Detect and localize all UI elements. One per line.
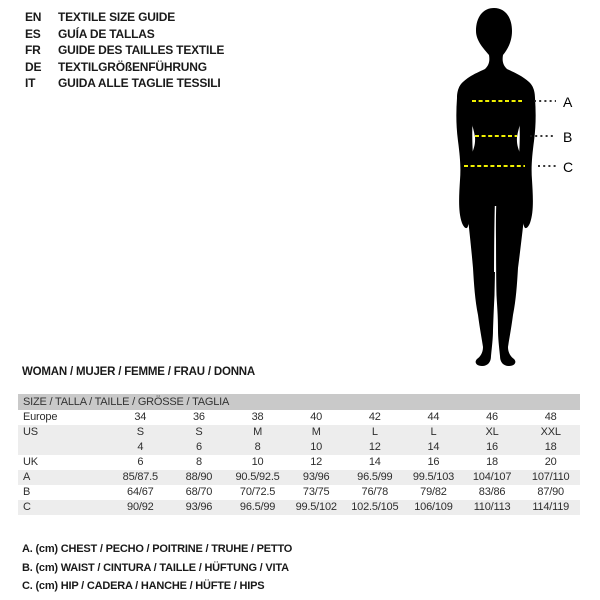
table-row-waist xyxy=(18,485,580,500)
table-cell: 20 xyxy=(544,456,557,468)
table-cell: XL xyxy=(485,426,499,438)
table-cell: M xyxy=(253,426,263,438)
table-cell: 10 xyxy=(310,441,323,453)
hip-label: C xyxy=(563,159,574,175)
table-cell: 106/109 xyxy=(414,501,453,513)
table-cell: 18 xyxy=(544,441,557,453)
measurement-legend xyxy=(22,540,292,596)
size-table-header: SIZE / TALLA / TAILLE / GRÖSSE / TAGLIA xyxy=(18,394,580,410)
table-cell: 96.5/99 xyxy=(357,471,393,483)
table-cell: 104/107 xyxy=(472,471,512,483)
table-cell: 83/86 xyxy=(478,486,506,498)
language-row xyxy=(25,26,224,43)
table-cell: 93/96 xyxy=(302,471,330,483)
table-cell: 93/96 xyxy=(185,501,213,513)
table-cell: 42 xyxy=(368,411,381,423)
table-cell: 64/67 xyxy=(127,486,154,498)
table-cell: 68/70 xyxy=(185,486,213,498)
waist-label: B xyxy=(563,129,573,145)
table-cell: 76/78 xyxy=(361,486,389,498)
table-cell: 90.5/92.5 xyxy=(235,471,280,483)
table-cell: 110/113 xyxy=(473,501,511,513)
language-title: GUÍA DE TALLAS xyxy=(58,26,155,41)
table-cell: XXL xyxy=(540,426,561,438)
legend-line-chest: A. (cm) CHEST / PECHO / POITRINE / TRUHE / PETTO xyxy=(22,543,293,555)
table-cell: 18 xyxy=(486,456,498,468)
table-cell: M xyxy=(311,426,321,438)
table-cell: L xyxy=(371,426,378,438)
size-table xyxy=(18,394,580,515)
row-label: US xyxy=(23,426,38,438)
table-cell: S xyxy=(136,426,144,438)
table-cell: 79/82 xyxy=(420,486,447,498)
language-row xyxy=(25,42,224,59)
table-row-chest xyxy=(18,470,580,485)
table-row-europe xyxy=(18,410,580,425)
language-code: DE xyxy=(25,59,42,74)
table-cell: 73/75 xyxy=(302,486,330,498)
language-code: IT xyxy=(25,76,36,90)
table-cell: 40 xyxy=(310,411,323,423)
language-row xyxy=(25,75,224,92)
table-cell: 12 xyxy=(310,456,323,468)
table-cell: 99.5/103 xyxy=(412,471,455,483)
language-row xyxy=(25,9,224,26)
language-code: EN xyxy=(25,10,42,24)
table-cell: 10 xyxy=(251,456,264,468)
table-cell: 99.5/102 xyxy=(295,501,337,513)
woman-silhouette-figure xyxy=(430,0,600,380)
table-cell: 44 xyxy=(427,411,440,423)
row-label: B xyxy=(23,486,31,498)
legend-line-hip: C. (cm) HIP / CADERA / HANCHE / HÜFTE / HIPS xyxy=(22,580,265,592)
table-cell: 16 xyxy=(486,441,498,453)
table-row-hip xyxy=(18,500,580,515)
language-title: TEXTILE SIZE GUIDE xyxy=(58,10,176,24)
table-cell: 14 xyxy=(368,456,381,468)
language-title: GUIDA ALLE TAGLIE TESSILI xyxy=(58,76,221,90)
language-code: FR xyxy=(25,43,41,57)
table-cell: 16 xyxy=(427,456,440,468)
language-title: TEXTILGRÖßENFÜHRUNG xyxy=(58,59,207,74)
row-label: UK xyxy=(23,456,38,468)
table-cell: 85/87.5 xyxy=(122,471,158,483)
table-cell: 70/72.5 xyxy=(239,486,276,498)
woman-silhouette-left-arm xyxy=(456,78,473,228)
table-cell: 48 xyxy=(544,411,557,423)
table-cell: 46 xyxy=(486,411,498,423)
table-cell: 4 xyxy=(137,441,144,453)
legend-line-waist: B. (cm) WAIST / CINTURA / TAILLE / HÜFTUNG / VITA xyxy=(22,561,289,574)
table-cell: 114/119 xyxy=(532,501,570,513)
table-cell: 38 xyxy=(251,411,264,423)
section-heading-woman: WOMAN / MUJER / FEMME / FRAU / DONNA xyxy=(22,366,256,378)
table-cell: 36 xyxy=(193,411,205,423)
table-cell: 8 xyxy=(195,456,202,468)
table-cell: 6 xyxy=(195,441,202,453)
table-cell: 14 xyxy=(427,441,440,453)
inner-leg-crease xyxy=(495,206,496,272)
table-cell: 107/110 xyxy=(531,471,570,483)
table-cell: 90/92 xyxy=(127,501,154,513)
table-row-uk xyxy=(18,455,580,470)
language-title: GUIDE DES TAILLES TEXTILE xyxy=(58,43,225,57)
table-row-us xyxy=(18,425,580,440)
row-label: C xyxy=(23,501,31,513)
table-cell: 102.5/105 xyxy=(351,501,399,513)
language-row xyxy=(25,59,224,76)
row-label xyxy=(18,440,111,455)
table-cell: 87/90 xyxy=(537,486,564,498)
table-cell: 88/90 xyxy=(185,471,213,483)
table-cell: 96.5/99 xyxy=(239,501,276,513)
table-row-us-numeric xyxy=(18,440,580,455)
measurement-diagram xyxy=(430,0,600,380)
table-cell: S xyxy=(195,426,203,438)
chest-label: A xyxy=(563,94,573,110)
table-cell: 12 xyxy=(368,441,381,453)
table-cell: L xyxy=(430,426,437,438)
table-cell: 6 xyxy=(137,456,144,468)
row-label: Europe xyxy=(23,411,58,423)
language-title-block xyxy=(25,9,224,92)
table-cell: 34 xyxy=(134,411,147,423)
row-label: A xyxy=(23,471,31,483)
table-cell: 8 xyxy=(254,441,261,453)
language-code: ES xyxy=(25,26,41,41)
